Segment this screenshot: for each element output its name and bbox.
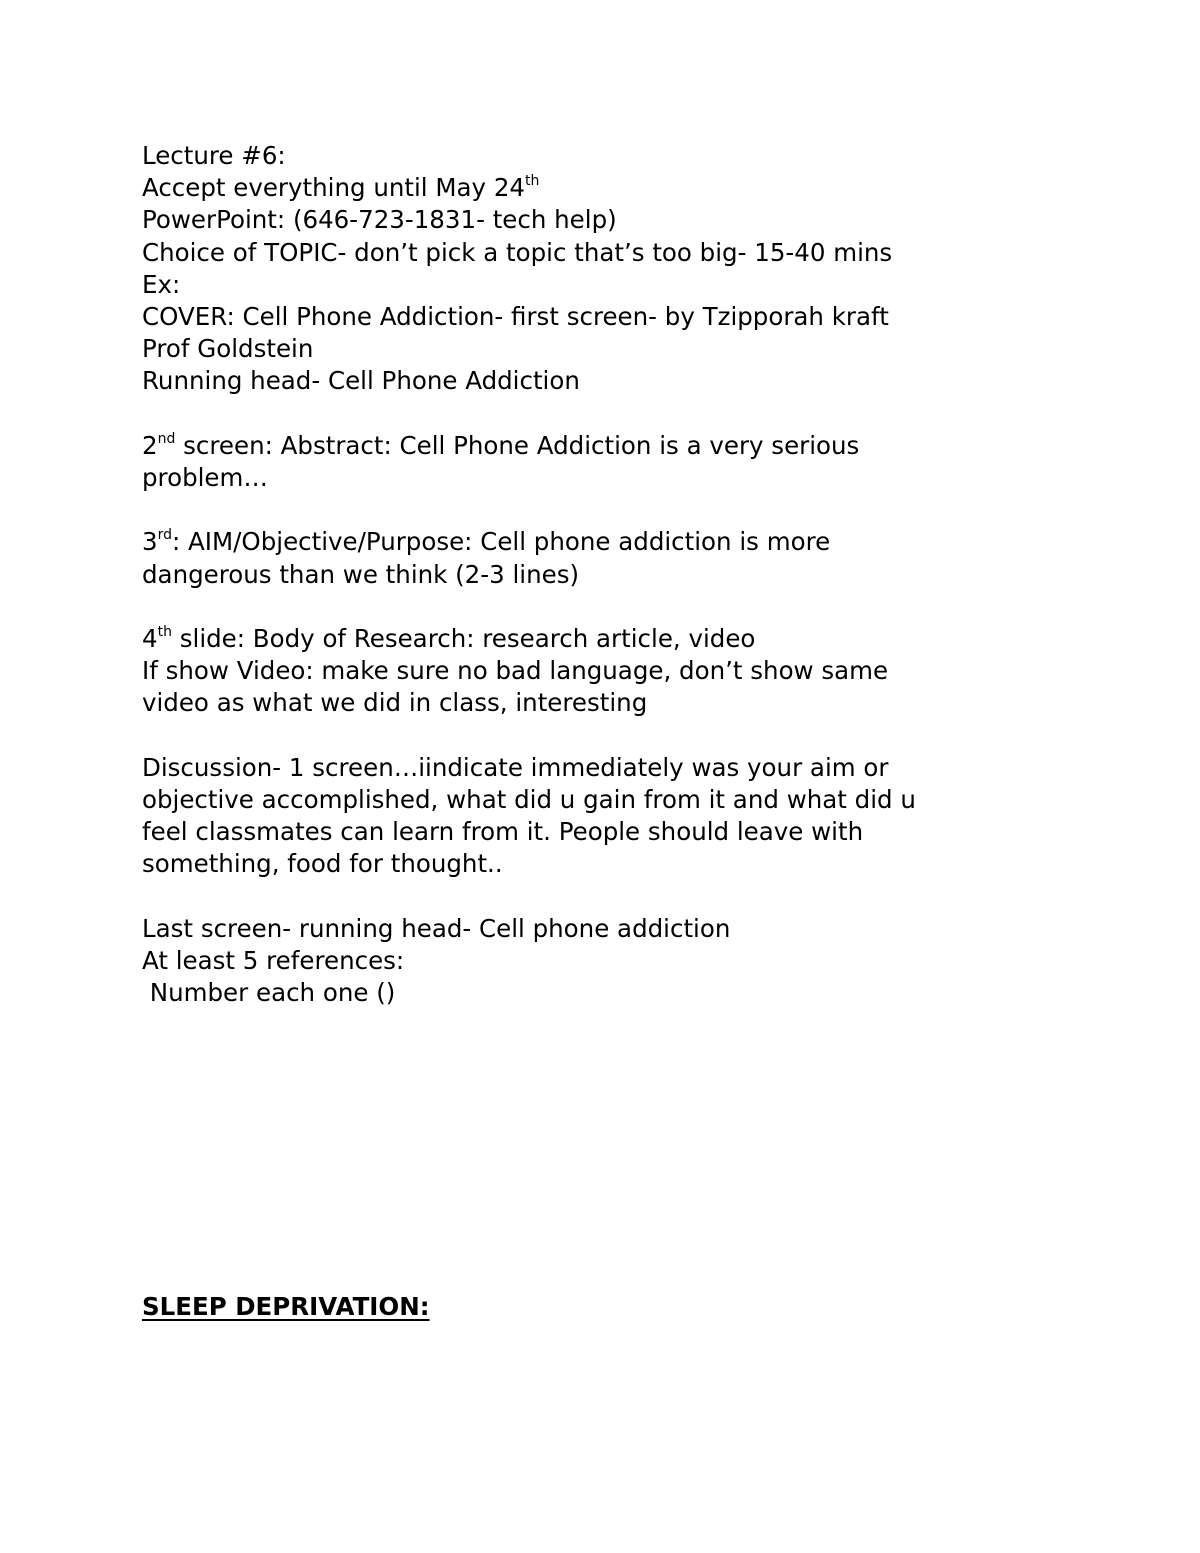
topic-choice-line: Choice of TOPIC- don’t pick a topic that’s too big- 15-40 mins (142, 237, 893, 267)
video-rule-line: If show Video: make sure no bad language, don’t show same (142, 656, 889, 686)
sleep-deprivation-heading: SLEEP DEPRIVATION: (142, 1292, 430, 1321)
powerpoint-line: PowerPoint: (646-723-1831- tech help) (142, 205, 617, 235)
blank-line (142, 881, 1042, 913)
fourth-slide-text: slide: Body of Research: research article, video (171, 624, 756, 653)
fourth-slide-line (142, 623, 1042, 655)
ordinal-suffix: th (157, 623, 172, 640)
video-rule-continuation: video as what we did in class, interesting (142, 688, 648, 718)
third-screen-text: : AIM/Objective/Purpose: Cell phone addiction is more (172, 527, 831, 557)
cover-line: COVER: Cell Phone Addiction- first screen- by Tzipporah kraft (142, 302, 889, 332)
discussion-line-2: objective accomplished, what did u gain from it and what did u (142, 785, 916, 814)
third-screen-continuation: dangerous than we think (2-3 lines) (142, 559, 580, 589)
blank-line (142, 398, 1042, 430)
number-references-line: Number each one () (142, 978, 396, 1008)
ordinal-suffix: nd (157, 430, 176, 447)
third-screen-number: 3 (142, 527, 158, 557)
lecture-notes (142, 140, 1042, 1009)
references-line: At least 5 references: (142, 946, 405, 975)
lecture-title: Lecture #6: (142, 141, 286, 170)
discussion-line-3: feel classmates can learn from it. People should leave with (142, 817, 864, 847)
blank-line (142, 591, 1042, 623)
running-head-line: Running head- Cell Phone Addiction (142, 366, 580, 396)
second-screen-continuation: problem… (142, 463, 268, 493)
second-screen-number: 2 (142, 430, 158, 460)
third-screen-line (142, 526, 1042, 558)
accept-deadline-line (142, 172, 1042, 204)
ordinal-suffix: th (525, 173, 540, 190)
ordinal-suffix: rd (157, 527, 172, 544)
accept-deadline-text: Accept everything until May 24 (142, 173, 525, 203)
blank-line (142, 720, 1042, 752)
second-screen-line (142, 430, 1042, 462)
discussion-line-4: something, food for thought.. (142, 849, 503, 879)
second-screen-text: screen: Abstract: Cell Phone Addiction is a very serious (175, 430, 860, 460)
blank-line (142, 494, 1042, 526)
fourth-slide-number: 4 (142, 624, 158, 653)
last-screen-line: Last screen- running head- Cell phone addiction (142, 913, 731, 943)
example-label: Ex: (142, 269, 181, 299)
professor-line: Prof Goldstein (142, 334, 314, 364)
discussion-line-1: Discussion- 1 screen…iindicate immediately was your aim or (142, 752, 889, 782)
